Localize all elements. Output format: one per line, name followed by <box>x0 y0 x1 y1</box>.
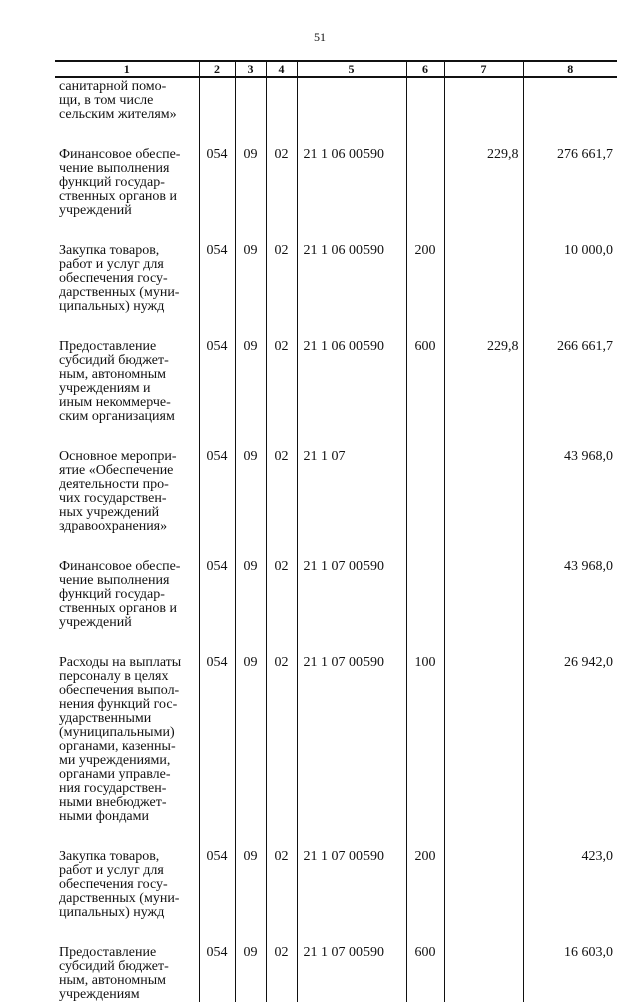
cell-subsection: 02 <box>266 850 297 946</box>
cell-section: 09 <box>235 656 266 850</box>
cell-target-code: 21 1 06 00590 <box>297 244 406 340</box>
cell-subsection: 02 <box>266 450 297 560</box>
cell-expense-type: 600 <box>406 946 444 1002</box>
row-name: Закупка товаров, работ и услуг для обеспечения госу- дарственных (муни- ципальных) нужд <box>59 849 180 920</box>
cell-ministry: 054 <box>199 946 235 1002</box>
cell-expense-type: 600 <box>406 340 444 450</box>
table-row <box>55 148 617 244</box>
row-name: санитарной помо- щи, в том числе сельским жителям» <box>59 79 177 122</box>
cell-expense-type <box>406 450 444 560</box>
row-name: Предоставление субсидий бюджет- ным, автономным учреждениям <box>59 945 169 1002</box>
cell-amount-7 <box>444 244 523 340</box>
cell-amount-8: 266 661,7 <box>523 340 617 450</box>
table-row <box>55 560 617 656</box>
cell-section: 09 <box>235 450 266 560</box>
cell-subsection: 02 <box>266 656 297 850</box>
cell-ministry: 054 <box>199 244 235 340</box>
cell-section: 09 <box>235 560 266 656</box>
cell-section: 09 <box>235 946 266 1002</box>
row-name: Расходы на выплаты персоналу в целях обеспечения выпол- нения функций гос- ударственными (муниципальными) органами, казенны- ми учреждениями, органами управле- ния государствен- ными внебюджет- ными фондами <box>59 655 182 824</box>
cell-ministry: 054 <box>199 560 235 656</box>
cell-subsection: 02 <box>266 244 297 340</box>
cell-amount-7 <box>444 946 523 1002</box>
table-row <box>55 946 617 1002</box>
cell-subsection: 02 <box>266 946 297 1002</box>
cell-amount-7: 229,8 <box>444 340 523 450</box>
cell-expense-type: 200 <box>406 244 444 340</box>
cell-target-code: 21 1 07 00590 <box>297 560 406 656</box>
column-header: 5 <box>297 61 406 77</box>
cell-amount-8: 16 603,0 <box>523 946 617 1002</box>
budget-table <box>55 60 617 1002</box>
row-name: Финансовое обеспе- чение выполнения функций государ- ственных органов и учреждений <box>59 147 181 218</box>
column-header: 6 <box>406 61 444 77</box>
cell-target-code: 21 1 06 00590 <box>297 148 406 244</box>
row-name: Закупка товаров, работ и услуг для обеспечения госу- дарственных (муни- ципальных) нужд <box>59 243 180 314</box>
cell-target-code <box>297 77 406 148</box>
cell-subsection <box>266 77 297 148</box>
column-header: 7 <box>444 61 523 77</box>
table-row <box>55 450 617 560</box>
cell-section: 09 <box>235 148 266 244</box>
cell-expense-type <box>406 560 444 656</box>
cell-target-code: 21 1 07 00590 <box>297 656 406 850</box>
cell-section: 09 <box>235 850 266 946</box>
cell-section: 09 <box>235 340 266 450</box>
cell-target-code: 21 1 07 00590 <box>297 850 406 946</box>
cell-ministry: 054 <box>199 340 235 450</box>
column-header: 3 <box>235 61 266 77</box>
cell-amount-7 <box>444 656 523 850</box>
cell-subsection: 02 <box>266 340 297 450</box>
cell-amount-8: 423,0 <box>523 850 617 946</box>
table-row <box>55 656 617 850</box>
cell-ministry: 054 <box>199 450 235 560</box>
cell-expense-type: 200 <box>406 850 444 946</box>
cell-expense-type: 100 <box>406 656 444 850</box>
cell-ministry: 054 <box>199 656 235 850</box>
table-row <box>55 850 617 946</box>
table-row <box>55 244 617 340</box>
cell-amount-8: 43 968,0 <box>523 560 617 656</box>
table-row <box>55 77 617 148</box>
cell-amount-8: 26 942,0 <box>523 656 617 850</box>
cell-amount-7 <box>444 77 523 148</box>
table-row <box>55 340 617 450</box>
cell-amount-7: 229,8 <box>444 148 523 244</box>
row-name: Финансовое обеспе- чение выполнения функций государ- ственных органов и учреждений <box>59 559 181 630</box>
cell-amount-7 <box>444 560 523 656</box>
cell-ministry <box>199 77 235 148</box>
cell-amount-8 <box>523 77 617 148</box>
table-header-row <box>55 61 617 77</box>
cell-amount-8: 10 000,0 <box>523 244 617 340</box>
cell-ministry: 054 <box>199 148 235 244</box>
cell-amount-8: 276 661,7 <box>523 148 617 244</box>
cell-amount-7 <box>444 450 523 560</box>
cell-amount-7 <box>444 850 523 946</box>
column-header: 4 <box>266 61 297 77</box>
cell-target-code: 21 1 07 <box>297 450 406 560</box>
cell-target-code: 21 1 06 00590 <box>297 340 406 450</box>
cell-section: 09 <box>235 244 266 340</box>
page-number: 51 <box>314 30 326 44</box>
cell-target-code: 21 1 07 00590 <box>297 946 406 1002</box>
row-name: Основное меропри- ятие «Обеспечение деятельности про- чих государствен- ных учреждений здравоохранения» <box>59 449 177 534</box>
cell-section <box>235 77 266 148</box>
cell-expense-type <box>406 148 444 244</box>
column-header: 8 <box>523 61 617 77</box>
cell-subsection: 02 <box>266 560 297 656</box>
column-header: 1 <box>55 61 199 77</box>
cell-subsection: 02 <box>266 148 297 244</box>
row-name: Предоставление субсидий бюджет- ным, автономным учреждениям и иным некоммерче- ским организациям <box>59 339 175 424</box>
column-header: 2 <box>199 61 235 77</box>
cell-expense-type <box>406 77 444 148</box>
cell-amount-8: 43 968,0 <box>523 450 617 560</box>
cell-ministry: 054 <box>199 850 235 946</box>
